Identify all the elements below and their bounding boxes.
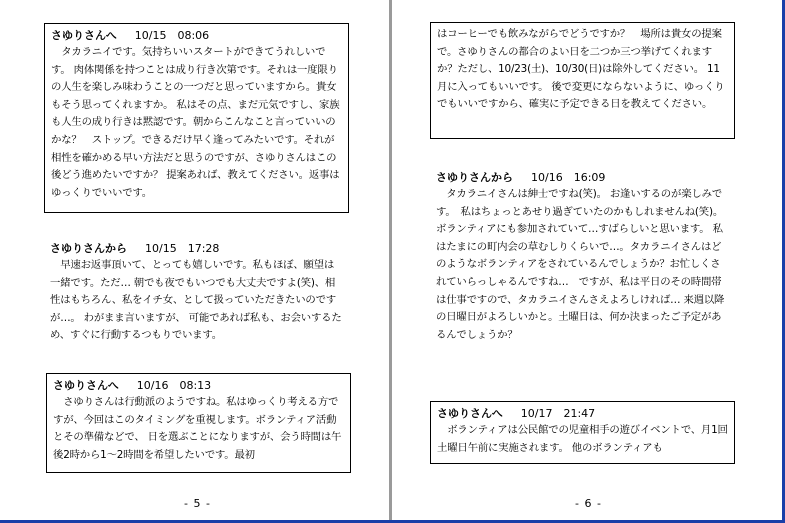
message-header: [51, 27, 342, 44]
message-timestamp: 10/15 08:06: [134, 29, 210, 42]
message-body: はコーヒーでも飲みながらでどうですか？ 場所は貴女の提案で。さゆりさんの都合のよい日を二つか三つ挙げてくれますか？ただし、10/23(土)、10/30(日)は除外してください。 11月に入ってもいいです。 後で変更にならないように、ゆっくりでもいいですから、確実に予定できる日を教えてください。: [437, 28, 725, 111]
message-header: [50, 240, 343, 257]
message-body: タカラニイです。気持ちいいスタートができてうれしいです。 肉体関係を持つことは成り行き次第です。それは一度限りの人生を楽しみ味わうことの一つだと思っていますから。貴女もそう思ってくれますか。 私はその点、まだ元気ですし、家族も人生の成り行きは黙認です。朝からこんなこと言っていいのかな？ ストップ。できるだけ早く逢ってみたいです。それが相性を確かめる早い方法だと思うのですが、さゆりさんはこの後どう進めたいですか？ 提案あれば、教えてください。返事はゆっくりでいいです。: [51, 46, 340, 199]
document-page-right: [392, 0, 785, 523]
page-number: - 5 -: [184, 497, 211, 510]
message-entry: [430, 169, 735, 354]
message-body: タカラニイさんは紳士ですね(笑)。 お逢いするのが楽しみです。 私はちょっとあせり過ぎていたのかもしれませんね(笑)。 ボランティアにも参加されていて…すばらしいと思います。 私はたまにの町内会の草むしりくらいで…。タカラニイさんはどのようなボランティアをされているんでしょうか？お忙しくされていらっしゃるんですね… ですが、私は平日のその時間帯は仕事ですので、タカラニイさんさえよろしければ… 来週以降の日曜日がよろしいかと。土曜日は、何か決まったご予定があるんでしょうか？: [436, 188, 725, 341]
message-body: さゆりさんは行動派のようですね。私はゆっくり考える方ですが、今回はこのタイミングを重視します。ボランティア活動とその準備などで、 日を選ぶことになりますが、会う時間は午後2時から1～2時間を希望したいです。最初: [53, 396, 342, 461]
message-header: [436, 169, 729, 186]
message-timestamp: 10/16 08:13: [136, 379, 212, 392]
message-entry: [46, 373, 351, 473]
document-page-left: [0, 0, 390, 523]
message-entry: [430, 22, 735, 139]
message-sender: さゆりさんへ: [437, 407, 503, 420]
page-number: - 6 -: [575, 497, 602, 510]
message-sender: さゆりさんへ: [53, 379, 119, 392]
message-timestamp: 10/16 16:09: [531, 171, 606, 184]
message-body: 早速お返事頂いて、とっても嬉しいです。私もほぼ、願望は一緒です。ただ… 朝でも夜でもいつでも大丈夫ですよ(笑)、相性はもちろん、私をイチ女、として扱っていただきたいのですが…。 わがまま言いますが、 可能であれば私も、お会いするため、すぐに行動するつもりでいます。: [50, 259, 342, 342]
message-header: [53, 377, 344, 394]
message-entry: [44, 23, 349, 213]
message-sender: さゆりさんから: [50, 242, 127, 255]
message-entry: [44, 240, 349, 352]
message-header: [437, 405, 728, 422]
message-sender: さゆりさんから: [436, 171, 513, 184]
message-entry: [430, 401, 735, 464]
message-timestamp: 10/15 17:28: [145, 242, 220, 255]
message-sender: さゆりさんへ: [51, 29, 117, 42]
message-body: ボランティアは公民館での児童相手の遊びイベントで、月1回土曜日午前に実施されます。 他のボランティアも: [437, 424, 728, 454]
message-timestamp: 10/17 21:47: [520, 407, 596, 420]
